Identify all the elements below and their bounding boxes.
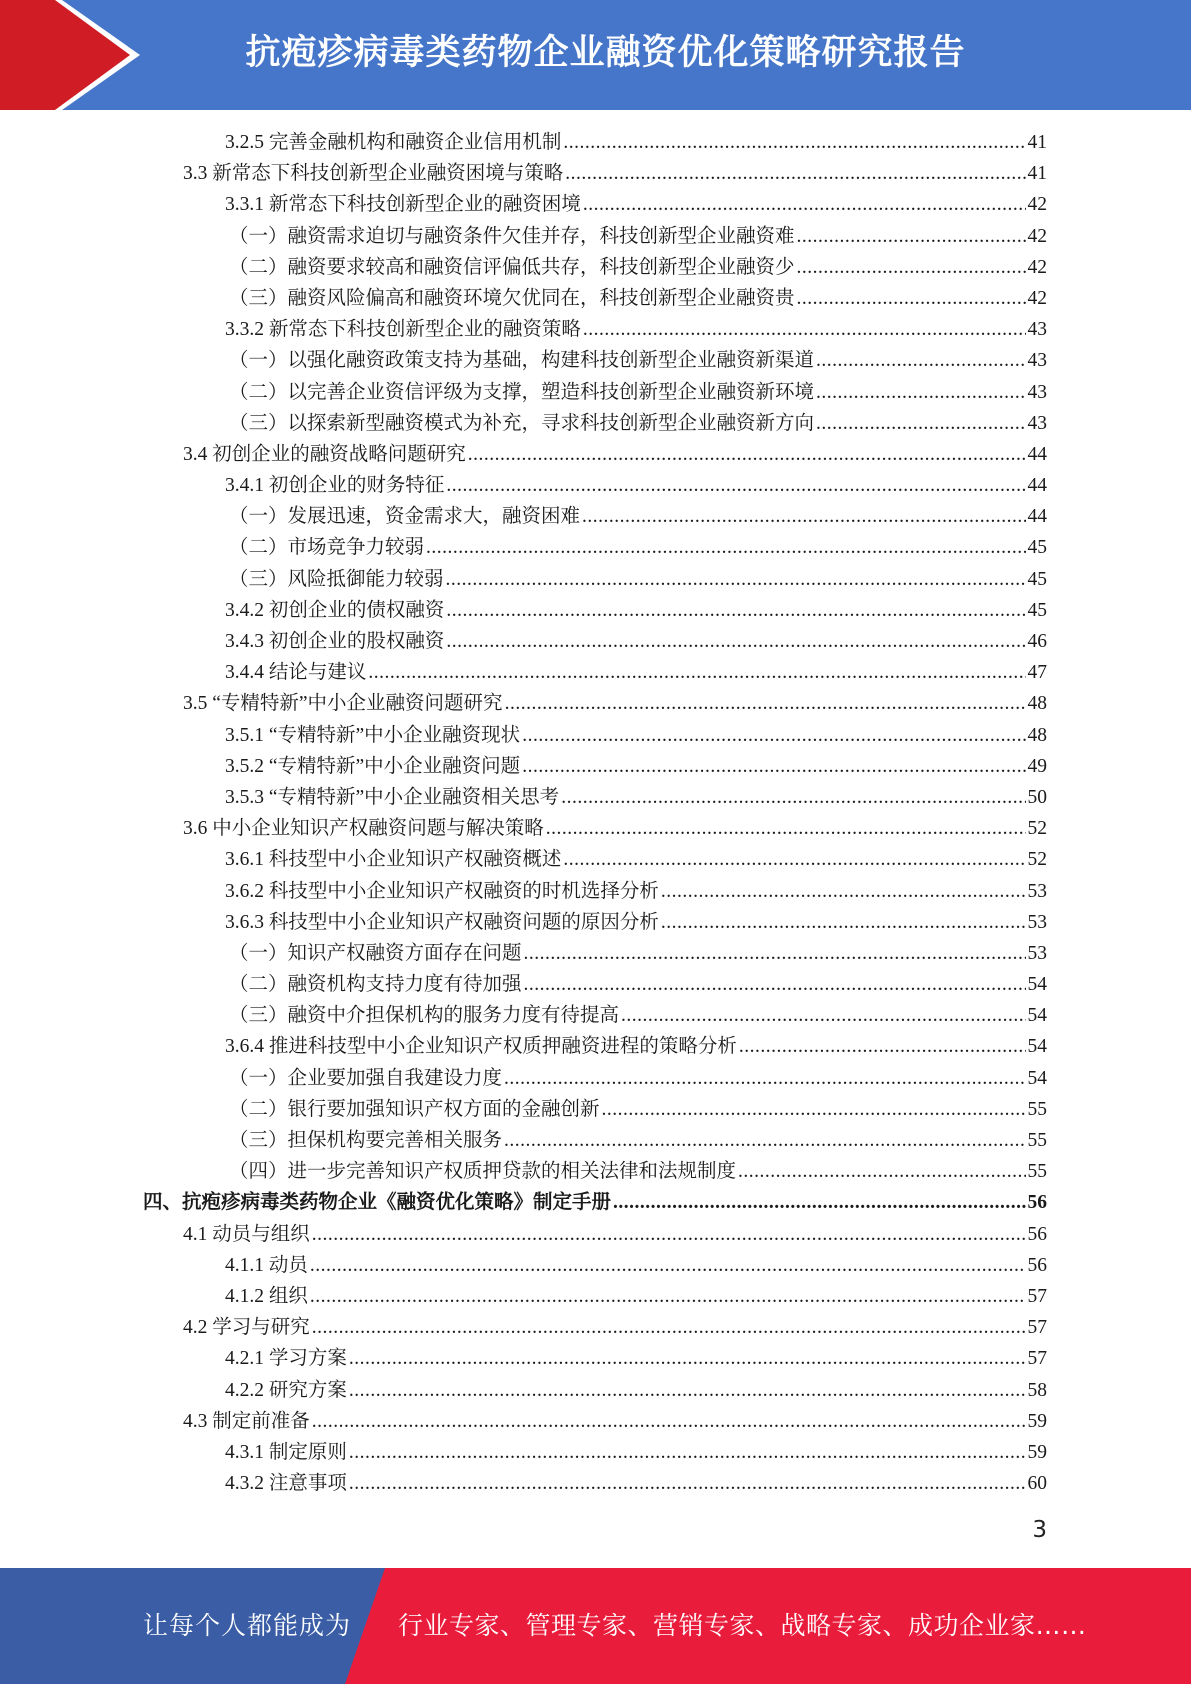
toc-dot-leader [582, 501, 1025, 532]
toc-entry-title: 4.3 制定前准备 [183, 1410, 310, 1432]
toc-entry-page: 59 [1027, 1410, 1047, 1432]
toc-dot-leader [468, 439, 1026, 470]
toc-entry-title: 3.4.2 初创企业的债权融资 [225, 599, 445, 621]
footer-slogan-left: 让每个人都能成为 [143, 1611, 352, 1640]
toc-entry[interactable] [0, 1375, 1191, 1406]
toc-dot-leader [565, 158, 1025, 189]
toc-entry-title: 3.3 新常态下科技创新型企业融资困境与策略 [183, 163, 564, 185]
toc-dot-leader [797, 252, 1026, 283]
toc-dot-leader [797, 283, 1026, 314]
toc-entry[interactable] [0, 252, 1191, 283]
toc-entry-page: 41 [1027, 132, 1047, 153]
toc-entry-title: （二）市场竞争力较弱 [229, 537, 425, 559]
toc-entry-title: （一）企业要加强自我建设力度 [229, 1067, 503, 1089]
toc-dot-leader [561, 782, 1025, 813]
toc-entry[interactable] [0, 938, 1191, 969]
toc-entry[interactable] [0, 626, 1191, 657]
toc-dot-leader [446, 564, 1026, 595]
toc-entry-page: 54 [1027, 1036, 1047, 1058]
toc-entry-title: 4.1 动员与组织 [183, 1223, 310, 1245]
toc-entry[interactable] [0, 221, 1191, 252]
toc-entry-title: 4.2.2 研究方案 [225, 1379, 347, 1401]
toc-dot-leader [368, 657, 1025, 688]
toc-entry[interactable] [0, 1281, 1191, 1312]
toc-entry[interactable] [0, 657, 1191, 688]
toc-entry-title: 3.6.2 科技型中小企业知识产权融资的时机选择分析 [225, 880, 659, 902]
toc-entry-page: 57 [1027, 1348, 1047, 1370]
toc-dot-leader [613, 1187, 1025, 1218]
toc-entry[interactable] [0, 408, 1191, 439]
toc-entry-title: （一）以强化融资政策支持为基础，构建科技创新型企业融资新渠道 [229, 350, 815, 372]
header-red-chevron [0, 0, 150, 110]
toc-dot-leader [446, 470, 1025, 501]
toc-entry[interactable] [0, 1437, 1191, 1468]
toc-entry-title: （二）银行要加强知识产权方面的金融创新 [229, 1098, 600, 1120]
toc-dot-leader [426, 532, 1025, 563]
toc-entry-page: 42 [1027, 194, 1047, 216]
toc-dot-leader [312, 1406, 1026, 1437]
toc-dot-leader [349, 1375, 1026, 1406]
toc-entry-page: 54 [1027, 1005, 1047, 1027]
toc-entry-title: （一）知识产权融资方面存在问题 [229, 942, 522, 964]
toc-entry-page: 55 [1027, 1130, 1047, 1151]
toc-dot-leader [816, 345, 1025, 376]
toc-entry-title: 3.6.3 科技型中小企业知识产权融资问题的原因分析 [225, 911, 659, 933]
toc-entry[interactable] [0, 907, 1191, 938]
toc-entry-page: 46 [1027, 631, 1047, 652]
toc-entry-page: 45 [1027, 568, 1047, 590]
toc-entry[interactable] [0, 1468, 1191, 1499]
toc-entry[interactable] [0, 501, 1191, 532]
toc-entry-title: （三）风险抵御能力较弱 [229, 568, 444, 590]
footer-slogan-right: 行业专家、管理专家、营销专家、战略专家、成功企业家…… [398, 1611, 1087, 1640]
toc-entry-page: 43 [1027, 350, 1047, 372]
toc-entry-page: 57 [1027, 1317, 1047, 1339]
toc-entry-page: 45 [1027, 537, 1047, 559]
toc-entry-page: 42 [1027, 256, 1047, 278]
toc-dot-leader [797, 221, 1026, 252]
toc-entry-page: 49 [1027, 755, 1047, 777]
toc-entry-title: 3.4.4 结论与建议 [225, 662, 367, 684]
toc-entry[interactable] [0, 1312, 1191, 1343]
toc-entry[interactable] [0, 1187, 1191, 1218]
toc-entry[interactable] [0, 1406, 1191, 1437]
toc-entry[interactable] [0, 127, 1191, 158]
toc-entry-title: 4.1.2 组织 [225, 1285, 308, 1307]
toc-entry[interactable] [0, 439, 1191, 470]
toc-entry-title: 3.5.2 “专精特新”中小企业融资问题 [225, 755, 521, 777]
toc-entry-page: 59 [1027, 1441, 1047, 1463]
toc-dot-leader [524, 938, 1026, 969]
toc-entry-title: 3.3.2 新常态下科技创新型企业的融资策略 [225, 319, 581, 341]
toc-entry[interactable] [0, 377, 1191, 408]
toc-entry-title: 4.3.1 制定原则 [225, 1441, 347, 1463]
toc-entry-page: 55 [1027, 1161, 1047, 1183]
toc-entry-page: 56 [1027, 1192, 1047, 1214]
toc-dot-leader [524, 969, 1026, 1000]
toc-entry[interactable] [0, 813, 1191, 844]
toc-entry-title: （一）融资需求迫切与融资条件欠佳并存，科技创新型企业融资难 [229, 225, 795, 247]
toc-entry-title: 四、抗疱疹病毒类药物企业《融资优化策略》制定手册 [143, 1192, 612, 1214]
page-header [0, 0, 1191, 110]
toc-entry[interactable] [0, 844, 1191, 875]
toc-entry[interactable] [0, 782, 1191, 813]
toc-dot-leader [563, 127, 1025, 158]
toc-entry-page: 42 [1027, 287, 1047, 309]
toc-entry-title: （四）进一步完善知识产权质押贷款的相关法律和法规制度 [229, 1161, 737, 1183]
toc-dot-leader [312, 1219, 1026, 1250]
toc-entry-page: 55 [1027, 1098, 1047, 1120]
toc-entry[interactable] [0, 345, 1191, 376]
toc-dot-leader [816, 377, 1025, 408]
toc-dot-leader [816, 408, 1025, 439]
toc-dot-leader [563, 844, 1025, 875]
toc-entry-page: 60 [1027, 1473, 1047, 1495]
toc-entry-page: 44 [1027, 443, 1047, 465]
toc-entry[interactable] [0, 595, 1191, 626]
toc-entry-title: （三）融资中介担保机构的服务力度有待提高 [229, 1005, 620, 1027]
toc-entry-title: 3.6.1 科技型中小企业知识产权融资概述 [225, 849, 562, 871]
toc-entry-page: 44 [1027, 475, 1047, 497]
toc-dot-leader [504, 1125, 1025, 1156]
toc-entry-page: 53 [1027, 942, 1047, 964]
toc-entry-page: 52 [1027, 849, 1047, 871]
toc-dot-leader [602, 1094, 1026, 1125]
toc-entry-title: 4.3.2 注意事项 [225, 1473, 347, 1495]
toc-entry[interactable] [0, 876, 1191, 907]
toc-dot-leader [661, 907, 1026, 938]
toc-entry-title: （二）融资机构支持力度有待加强 [229, 974, 522, 996]
toc-entry-page: 45 [1027, 599, 1047, 621]
toc-entry[interactable] [0, 1250, 1191, 1281]
toc-dot-leader [522, 720, 1025, 751]
toc-entry[interactable] [0, 1343, 1191, 1374]
toc-entry-page: 53 [1027, 911, 1047, 933]
toc-entry-page: 47 [1027, 662, 1047, 684]
toc-entry-title: 3.6 中小企业知识产权融资问题与解决策略 [183, 818, 544, 840]
toc-entry-page: 43 [1027, 381, 1047, 403]
toc-dot-leader [446, 595, 1025, 626]
toc-entry[interactable] [0, 751, 1191, 782]
toc-dot-leader [349, 1343, 1026, 1374]
toc-entry[interactable] [0, 314, 1191, 345]
toc-dot-leader [310, 1250, 1026, 1281]
toc-entry[interactable] [0, 1125, 1191, 1156]
toc-dot-leader [522, 751, 1025, 782]
toc-entry[interactable] [0, 720, 1191, 751]
toc-entry-page: 42 [1027, 225, 1047, 247]
toc-entry[interactable] [0, 969, 1191, 1000]
toc-dot-leader [505, 688, 1026, 719]
toc-dot-leader [349, 1437, 1026, 1468]
toc-dot-leader [504, 1063, 1025, 1094]
toc-entry-page: 41 [1027, 163, 1047, 185]
toc-dot-leader [546, 813, 1026, 844]
toc-entry-page: 58 [1027, 1379, 1047, 1401]
toc-entry[interactable] [0, 1031, 1191, 1062]
toc-entry[interactable] [0, 1219, 1191, 1250]
toc-entry-title: 3.5 “专精特新”中小企业融资问题研究 [183, 693, 503, 715]
toc-entry[interactable] [0, 1156, 1191, 1187]
toc-entry-title: （二）以完善企业资信评级为支撑，塑造科技创新型企业融资新环境 [229, 381, 815, 403]
toc-entry-page: 48 [1027, 724, 1047, 746]
toc-entry[interactable] [0, 564, 1191, 595]
toc-dot-leader [738, 1156, 1025, 1187]
toc-entry[interactable] [0, 532, 1191, 563]
toc-entry[interactable] [0, 688, 1191, 719]
toc-entry-page: 54 [1027, 974, 1047, 996]
toc-entry-page: 44 [1027, 506, 1047, 528]
toc-entry-title: 3.6.4 推进科技型中小企业知识产权质押融资进程的策略分析 [225, 1036, 737, 1058]
toc-entry[interactable] [0, 470, 1191, 501]
toc-dot-leader [661, 876, 1026, 907]
toc-entry-title: 3.3.1 新常态下科技创新型企业的融资困境 [225, 194, 581, 216]
toc-dot-leader [621, 1000, 1025, 1031]
table-of-contents [0, 127, 1191, 1499]
document-title: 抗疱疹病毒类药物企业融资优化策略研究报告 [245, 33, 966, 73]
toc-entry-page: 52 [1027, 818, 1047, 840]
toc-entry-title: （三）担保机构要完善相关服务 [229, 1130, 503, 1151]
toc-entry-page: 48 [1027, 693, 1047, 715]
toc-entry[interactable] [0, 1000, 1191, 1031]
toc-entry[interactable] [0, 158, 1191, 189]
toc-dot-leader [583, 189, 1026, 220]
toc-entry-title: （二）融资要求较高和融资信评偏低共存，科技创新型企业融资少 [229, 256, 795, 278]
toc-entry[interactable] [0, 283, 1191, 314]
page-footer [0, 1568, 1191, 1684]
toc-entry-title: 4.1.1 动员 [225, 1254, 308, 1276]
toc-entry[interactable] [0, 1094, 1191, 1125]
toc-dot-leader [349, 1468, 1026, 1499]
toc-entry-title: 3.4 初创企业的融资战略问题研究 [183, 443, 466, 465]
toc-entry-title: 3.2.5 完善金融机构和融资企业信用机制 [225, 132, 562, 153]
toc-entry-page: 43 [1027, 412, 1047, 434]
toc-dot-leader [310, 1281, 1026, 1312]
toc-entry-page: 43 [1027, 319, 1047, 341]
toc-entry-title: （三）融资风险偏高和融资环境欠优同在，科技创新型企业融资贵 [229, 287, 795, 309]
toc-dot-leader [583, 314, 1026, 345]
toc-dot-leader [446, 626, 1025, 657]
toc-entry-title: 3.5.1 “专精特新”中小企业融资现状 [225, 724, 521, 746]
toc-entry-page: 53 [1027, 880, 1047, 902]
toc-entry-title: 3.5.3 “专精特新”中小企业融资相关思考 [225, 786, 560, 808]
toc-entry[interactable] [0, 189, 1191, 220]
toc-entry-title: 3.4.1 初创企业的财务特征 [225, 475, 445, 497]
toc-entry-title: 4.2 学习与研究 [183, 1317, 310, 1339]
toc-entry-page: 54 [1027, 1067, 1047, 1089]
toc-entry-page: 50 [1027, 786, 1047, 808]
toc-entry-page: 56 [1027, 1254, 1047, 1276]
page-number: 3 [1032, 1517, 1047, 1543]
toc-entry-title: （三）以探索新型融资模式为补充，寻求科技创新型企业融资新方向 [229, 412, 815, 434]
toc-dot-leader [739, 1031, 1026, 1062]
toc-entry-page: 56 [1027, 1223, 1047, 1245]
toc-entry-title: （一）发展迅速，资金需求大，融资困难 [229, 506, 581, 528]
toc-dot-leader [312, 1312, 1026, 1343]
toc-entry-title: 3.4.3 初创企业的股权融资 [225, 631, 445, 652]
toc-entry[interactable] [0, 1063, 1191, 1094]
toc-entry-title: 4.2.1 学习方案 [225, 1348, 347, 1370]
toc-entry-page: 57 [1027, 1285, 1047, 1307]
